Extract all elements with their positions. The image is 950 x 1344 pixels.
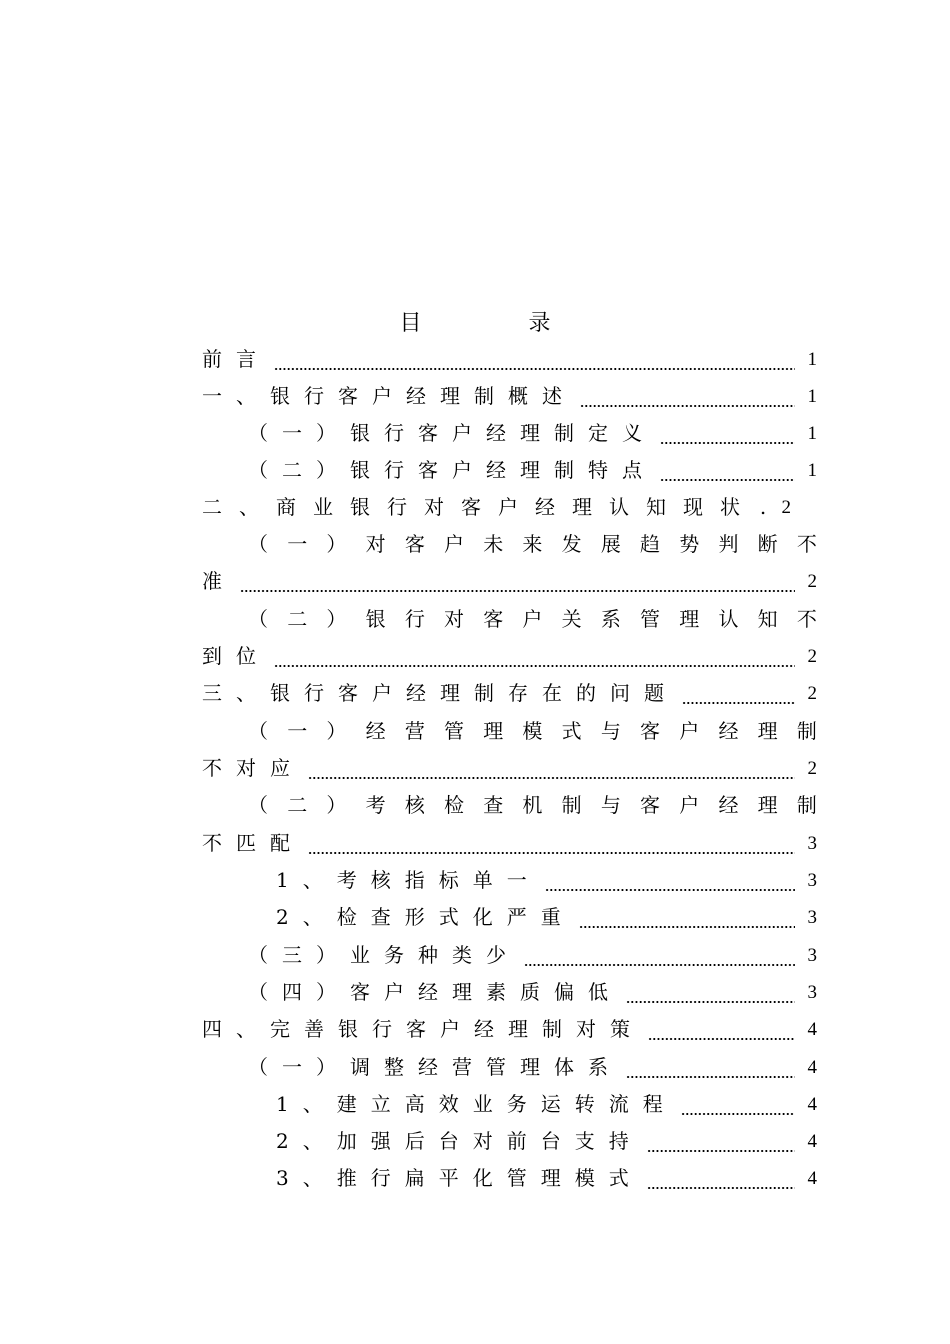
dot-leader [660, 415, 795, 452]
toc-entry[interactable] [202, 378, 817, 415]
toc-char: 客 [483, 607, 504, 631]
toc-char: 经 [365, 719, 386, 743]
toc-page-number: 3 [807, 907, 817, 928]
dot-leader [524, 937, 795, 974]
toc-char: 与 [600, 719, 621, 743]
toc-entry[interactable] [202, 750, 817, 787]
toc-char: 银 [365, 607, 386, 631]
toc-char: 理 [483, 719, 504, 743]
dot-leader [626, 974, 795, 1011]
toc-char: 管 [640, 607, 661, 631]
toc-char: 户 [444, 532, 465, 556]
dot-leader [274, 638, 795, 675]
toc-char: 与 [600, 793, 621, 817]
dot-leader [308, 825, 795, 862]
toc-char: ） [326, 607, 347, 631]
toc-char: 知 [757, 607, 778, 631]
toc-entry-text: 到位 [202, 644, 270, 668]
toc-entry-text: 前言 [202, 347, 270, 371]
toc-char: 对 [444, 607, 465, 631]
dot-leader [274, 341, 795, 378]
toc-page-number: 2 [781, 497, 791, 518]
toc-char: 式 [561, 719, 582, 743]
toc-page-number: 3 [807, 833, 817, 854]
toc-char: 检 [444, 793, 465, 817]
toc-page-number: 1 [807, 349, 817, 370]
dot-leader [647, 1160, 795, 1197]
toc-entry-text: 二、商业银行对客户经理认知现状 [202, 495, 757, 519]
toc-char: 来 [522, 532, 543, 556]
toc-char: （ [248, 607, 268, 631]
toc-entry-text [248, 787, 817, 824]
toc-char: 断 [757, 532, 778, 556]
toc-char: 制 [796, 793, 817, 817]
toc-char: 展 [600, 532, 621, 556]
toc-entry-text: 不匹配 [202, 831, 304, 855]
toc-entry[interactable] [202, 825, 817, 862]
toc-char: 不 [796, 607, 817, 631]
toc-char: 客 [640, 793, 661, 817]
toc-char: （ [248, 719, 268, 743]
toc-entry-text: 2、检查形式化严重 [276, 905, 575, 929]
toc-entry-text [248, 526, 817, 563]
toc-entry-text: 一、银行客户经理制概述 [202, 384, 576, 408]
toc-title: 目 录 [399, 311, 601, 336]
toc-char: 二 [287, 793, 308, 817]
toc-entry[interactable] [276, 1160, 817, 1197]
toc-char: 制 [561, 793, 582, 817]
toc-char: 理 [757, 793, 778, 817]
toc-char: 营 [404, 719, 425, 743]
toc-char: ） [326, 719, 347, 743]
toc-page-number: 3 [807, 982, 817, 1003]
toc-char: 户 [679, 793, 700, 817]
toc-char: （ [248, 793, 268, 817]
toc-char: 制 [796, 719, 817, 743]
toc-entry[interactable] [248, 452, 817, 489]
toc-char: 判 [718, 532, 739, 556]
toc-entry-text: （四）客户经理素质偏低 [248, 980, 622, 1004]
toc-entry-text: （一）调整经营管理体系 [248, 1055, 622, 1079]
toc-entry[interactable] [276, 862, 817, 899]
toc-char: 经 [718, 719, 739, 743]
toc-page-number: 2 [807, 571, 817, 592]
toc-char: 客 [404, 532, 425, 556]
toc-char: 经 [718, 793, 739, 817]
toc-entry[interactable] [202, 341, 817, 378]
toc-char: 一 [287, 532, 308, 556]
dot-leader [660, 452, 795, 489]
toc-page-number: 1 [807, 386, 817, 407]
toc-char: 发 [561, 532, 582, 556]
toc-char: 查 [483, 793, 504, 817]
toc-entry-text: 1、考核指标单一 [276, 868, 541, 892]
toc-page-number: 2 [807, 683, 817, 704]
toc-entry[interactable] [202, 489, 817, 526]
toc-entry[interactable] [202, 563, 817, 600]
toc-entry-text: 四、完善银行客户经理制对策 [202, 1017, 644, 1041]
toc-entry-text: （一）银行客户经理制定义 [248, 421, 656, 445]
toc-entry-wrapped-line[interactable] [248, 526, 817, 563]
toc-char: 行 [404, 607, 425, 631]
toc-char: 模 [522, 719, 543, 743]
toc-char: 机 [522, 793, 543, 817]
toc-page-number: 2 [807, 646, 817, 667]
toc-char: 客 [640, 719, 661, 743]
toc-char: 未 [483, 532, 504, 556]
dot-leader [240, 563, 795, 600]
dot-leader [681, 1086, 795, 1123]
toc-char: 关 [561, 607, 582, 631]
toc-entry[interactable] [248, 937, 817, 974]
toc-entry-wrapped-line[interactable] [248, 713, 817, 750]
toc-entry[interactable] [276, 899, 817, 936]
toc-char: 一 [287, 719, 308, 743]
toc-entry-text [248, 713, 817, 750]
dot-leader [579, 899, 795, 936]
toc-page-number: 4 [807, 1094, 817, 1115]
toc-char: 户 [522, 607, 543, 631]
toc-char: 认 [718, 607, 739, 631]
toc-char: 系 [600, 607, 621, 631]
dot-leader [580, 378, 795, 415]
toc-entry-wrapped-line[interactable] [248, 601, 817, 638]
toc-entry[interactable] [202, 675, 817, 712]
toc-char: 核 [404, 793, 425, 817]
toc-char: 对 [365, 532, 386, 556]
toc-entry[interactable] [248, 1049, 817, 1086]
toc-char: ） [326, 793, 347, 817]
toc-entry-text: 2、加强后台对前台支持 [276, 1129, 643, 1153]
toc-char: 户 [679, 719, 700, 743]
toc-entry[interactable] [276, 1123, 817, 1160]
toc-entry-text: 准 [202, 569, 236, 593]
toc-entry[interactable] [202, 1011, 817, 1048]
toc-page-number: 4 [807, 1131, 817, 1152]
dot-leader [626, 1049, 795, 1086]
toc-page-number: 4 [807, 1168, 817, 1189]
toc-char: 理 [757, 719, 778, 743]
toc-char: 理 [679, 607, 700, 631]
dot-leader: . [759, 495, 767, 519]
toc-entry-wrapped-line[interactable] [248, 787, 817, 824]
toc-char: （ [248, 532, 268, 556]
toc-char: 趋 [640, 532, 661, 556]
toc-page-number: 3 [807, 945, 817, 966]
dot-leader [545, 862, 795, 899]
toc-entry[interactable] [248, 974, 817, 1011]
toc-char: 二 [287, 607, 308, 631]
dot-leader [682, 675, 795, 712]
toc-char: 不 [796, 532, 817, 556]
toc-page-number: 1 [807, 460, 817, 481]
toc-char: 势 [679, 532, 700, 556]
dot-leader [647, 1123, 795, 1160]
toc-entry-text: 1、建立高效业务运转流程 [276, 1092, 677, 1116]
toc-entry-text [248, 601, 817, 638]
toc-entry-text: 三、银行客户经理制存在的问题 [202, 681, 678, 705]
toc-entry[interactable] [276, 1086, 817, 1123]
toc-page-number: 4 [807, 1019, 817, 1040]
toc-char: 管 [444, 719, 465, 743]
toc-page-number: 4 [807, 1057, 817, 1078]
toc-entry-text: 3、推行扁平化管理模式 [276, 1166, 643, 1190]
dot-leader [648, 1011, 795, 1048]
toc-page-number: 1 [807, 423, 817, 444]
dot-leader [308, 750, 795, 787]
toc-char: ） [326, 532, 347, 556]
toc-char: 考 [365, 793, 386, 817]
toc-page-number: 2 [807, 758, 817, 779]
toc-entry-text: 不对应 [202, 756, 304, 780]
toc-page-number: 3 [807, 870, 817, 891]
toc-entry-text: （二）银行客户经理制特点 [248, 458, 656, 482]
toc-entry[interactable] [202, 638, 817, 675]
toc-entry[interactable] [248, 415, 817, 452]
toc-entry-text: （三）业务种类少 [248, 943, 520, 967]
